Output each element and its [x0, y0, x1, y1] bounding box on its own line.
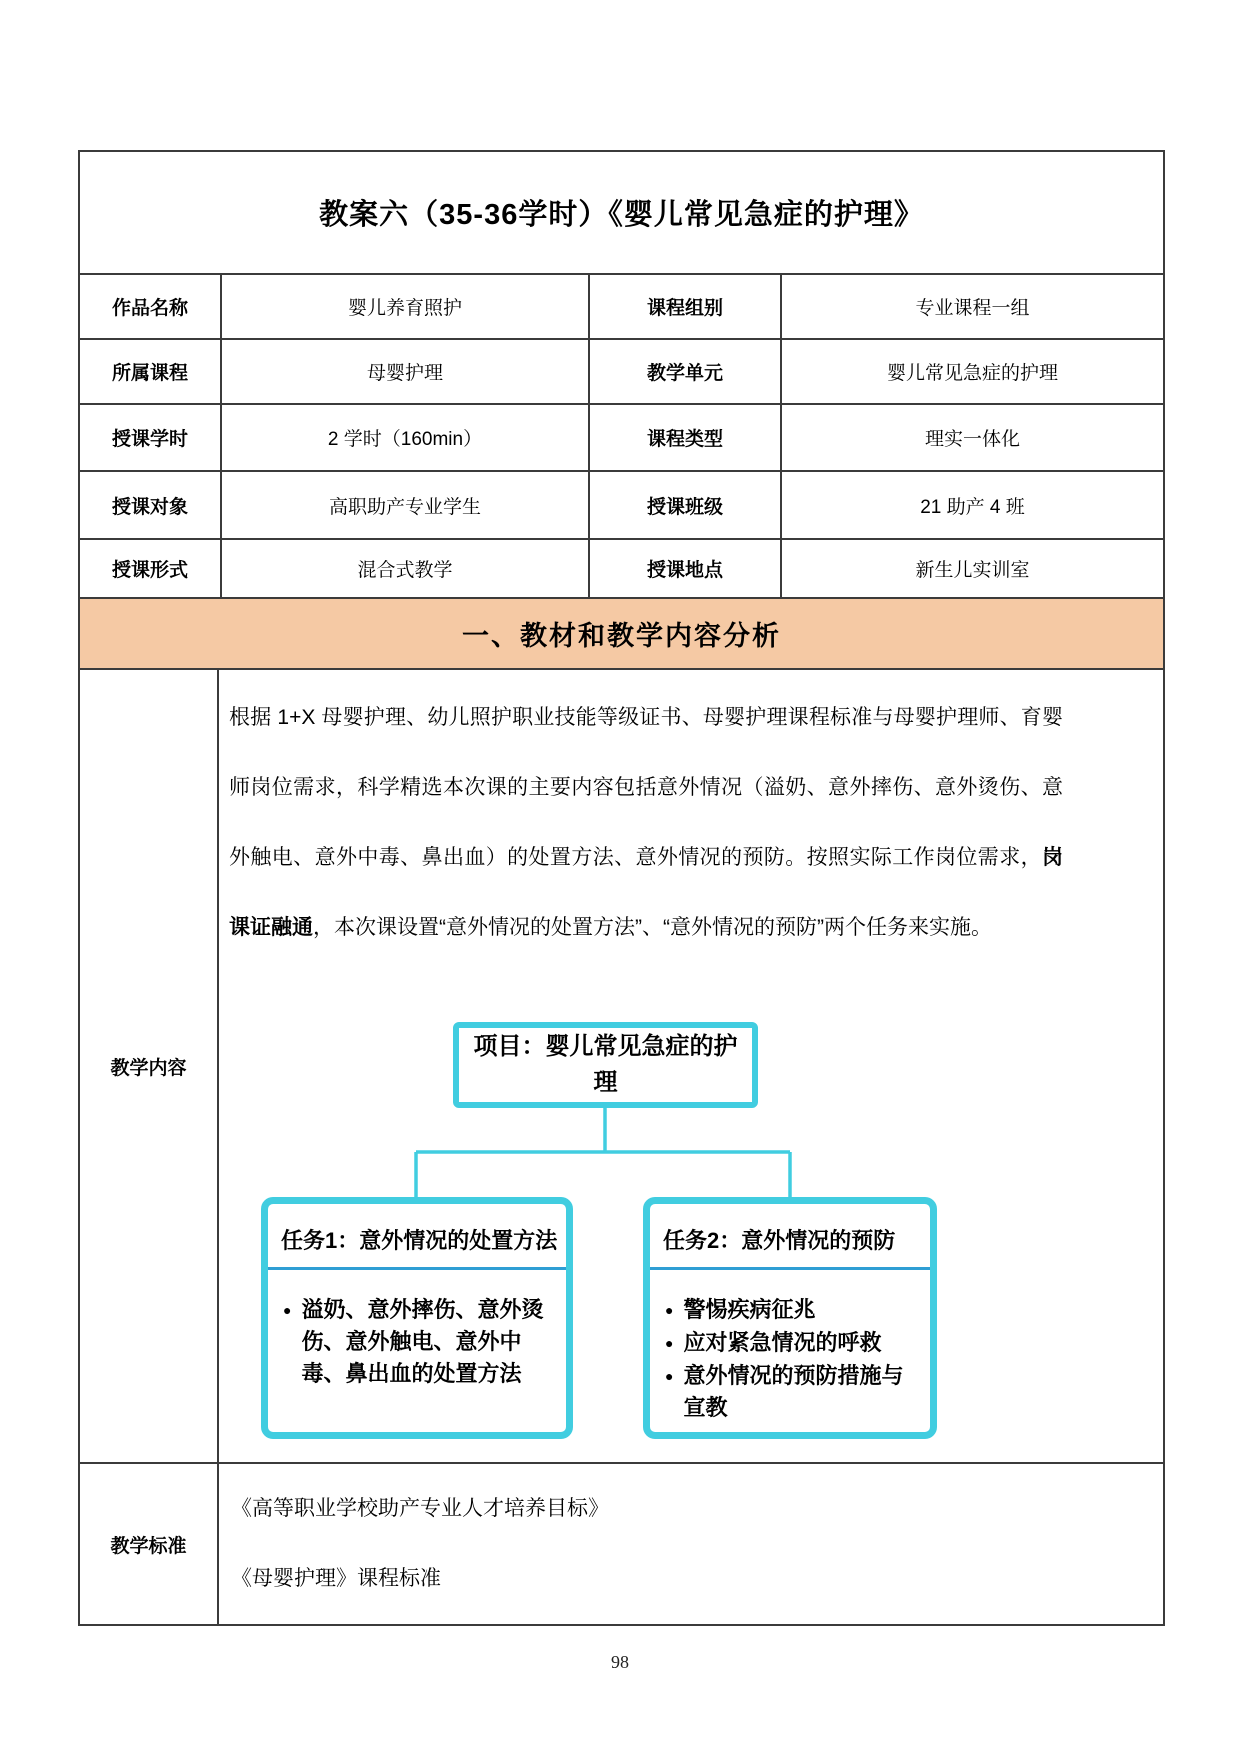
row-label: 所属课程: [80, 340, 222, 403]
teaching-standard-cell: [219, 1464, 1163, 1624]
task1-bullet-list: [268, 1270, 566, 1390]
row-label: 授课班级: [590, 472, 782, 538]
table-row: [80, 405, 1163, 472]
list-item: [665, 1294, 922, 1326]
row-value: 混合式教学: [222, 540, 590, 597]
paragraph-bold-text: 岗课证融通: [229, 846, 1063, 939]
row-label: 授课学时: [80, 405, 222, 470]
diagram-task1-node: [261, 1197, 573, 1439]
row-label: 授课对象: [80, 472, 222, 538]
standard-line: 《母婴护理》课程标准: [231, 1567, 441, 1590]
lesson-plan-table: [78, 150, 1165, 1626]
teaching-standard-label: 教学标准: [80, 1464, 219, 1624]
row-value: 21 助产 4 班: [920, 496, 1025, 518]
row-label: 教学单元: [590, 340, 782, 403]
row-label: 授课形式: [80, 540, 222, 597]
page-number: 98: [611, 1652, 629, 1672]
paragraph-text: ，本次课设置“意外情况的处置方法”、“意外情况的预防”两个任务来实施。: [313, 916, 992, 939]
teaching-content-row: [80, 670, 1163, 1464]
row-label: 作品名称: [80, 275, 222, 338]
bullet-text: 溢奶、意外摔伤、意外烫伤、意外触电、意外中毒、鼻出血的处置方法: [301, 1297, 544, 1386]
paragraph-text: 根据 1+X 母婴护理、幼儿照护职业技能等级证书、母婴护理课程标准与母婴护理师、育婴师岗位需求，科学精选本次课的主要内容包括意外情况（溢奶、意外摔伤、意外烫伤、意外触电、意外中毒、鼻出血）的处置方法、意外情况的预防。按照实际工作岗位需求，: [229, 706, 1063, 869]
row-value: 高职助产专业学生: [222, 472, 590, 538]
teaching-content-label: 教学内容: [80, 670, 219, 1462]
row-value: 专业课程一组: [915, 298, 1030, 319]
standard-line: 《高等职业学校助产专业人才培养目标》: [231, 1497, 609, 1520]
teaching-standard-row: [80, 1464, 1163, 1624]
table-row: [80, 275, 1163, 340]
list-item: [283, 1294, 558, 1390]
row-value: 婴儿养育照护: [222, 275, 590, 338]
bullet-icon: ●: [665, 1335, 674, 1351]
table-row: [80, 472, 1163, 540]
section-header: 一、教材和教学内容分析: [80, 599, 1163, 670]
list-item: [665, 1360, 922, 1424]
row-label: 授课地点: [590, 540, 782, 597]
teaching-content-cell: [219, 670, 1163, 1462]
task2-bullet-list: [650, 1270, 930, 1424]
task1-header: 任务1：意外情况的处置方法: [268, 1204, 566, 1270]
row-value: 理实一体化: [924, 429, 1020, 450]
row-label: 课程类型: [590, 405, 782, 470]
row-value: 婴儿常见急症的护理: [886, 363, 1058, 384]
diagram-task2-node: [643, 1197, 937, 1439]
bullet-text: 应对紧急情况的呼救: [683, 1330, 882, 1355]
row-value: 新生儿实训室: [915, 560, 1030, 581]
bullet-icon: ●: [665, 1302, 674, 1318]
table-row: [80, 340, 1163, 405]
bullet-text: 警惕疾病征兆: [683, 1297, 816, 1322]
bullet-icon: ●: [283, 1302, 292, 1318]
row-value: 2 学时（160min）: [222, 405, 590, 470]
diagram-root-node: 项目：婴儿常见急症的护理: [453, 1022, 758, 1108]
task2-header: 任务2：意外情况的预防: [650, 1204, 930, 1270]
list-item: [665, 1327, 922, 1359]
bullet-text: 意外情况的预防措施与宣教: [683, 1363, 904, 1420]
document-title: 教案六（35-36学时）《婴儿常见急症的护理》: [80, 152, 1163, 275]
row-label: 课程组别: [590, 275, 782, 338]
bullet-icon: ●: [665, 1368, 674, 1384]
table-row: [80, 540, 1163, 599]
row-value: 母婴护理: [222, 340, 590, 403]
